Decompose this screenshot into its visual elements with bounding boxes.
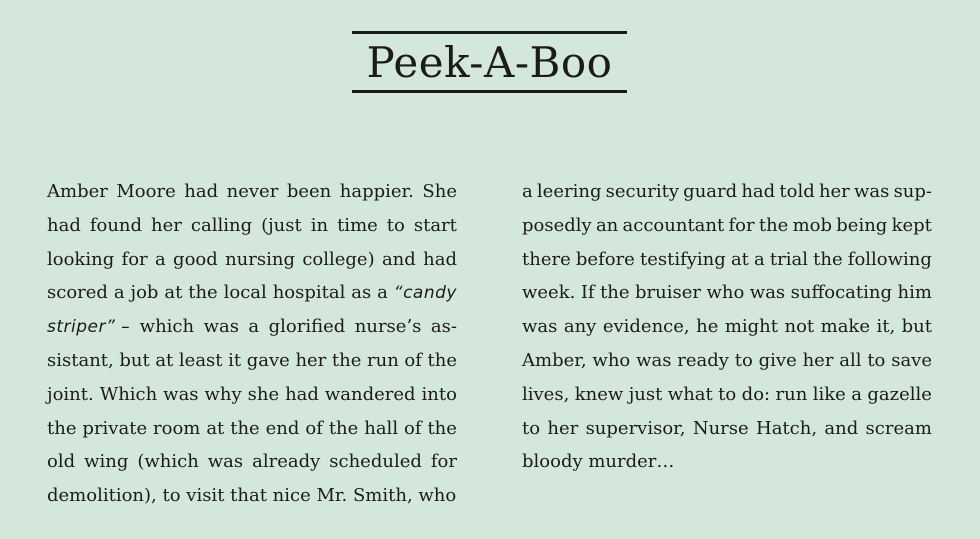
text-line: striper” – which was a glorified nurse’s as- (47, 310, 457, 344)
text-line: had found her calling (just in time to start (47, 214, 457, 236)
handwritten-text: “candy (393, 283, 457, 304)
text-line: scored a job at the local hospital as a “candy (47, 276, 457, 310)
text-line: to her supervisor, Nurse Hatch, and scream (522, 417, 932, 439)
text-line: looking for a good nursing college) and had (47, 248, 457, 270)
text-line: sistant, but at least it gave her the run of the (47, 349, 457, 371)
text-line: joint. Which was why she had wandered into (47, 383, 457, 405)
page-title: Peek-A-Boo (366, 37, 613, 87)
text-line: the private room at the end of the hall of the (47, 417, 457, 439)
text-line: posedly an accountant for the mob being kept (522, 214, 932, 236)
text-line: lives, knew just what to do: run like a gazelle (522, 383, 932, 405)
text-line: a leering security guard had told her was sup- (522, 181, 932, 202)
text-line: Amber, who was ready to give her all to save (522, 349, 932, 371)
left-column (47, 175, 457, 513)
text-line: demolition), to visit that nice Mr. Smith, who (47, 485, 457, 507)
title-frame (352, 31, 627, 93)
text-line: bloody murder… (522, 451, 675, 473)
text-line: Amber Moore had never been happier. She (47, 181, 457, 202)
text-line: there before testifying at a trial the following (522, 248, 932, 270)
right-column (522, 175, 932, 479)
text-line: old wing (which was already scheduled for (47, 451, 457, 473)
text-line: was any evidence, he might not make it, but (522, 316, 932, 338)
text-line: week. If the bruiser who was suffocating him (522, 282, 932, 304)
handwritten-text: striper” – (47, 317, 131, 338)
